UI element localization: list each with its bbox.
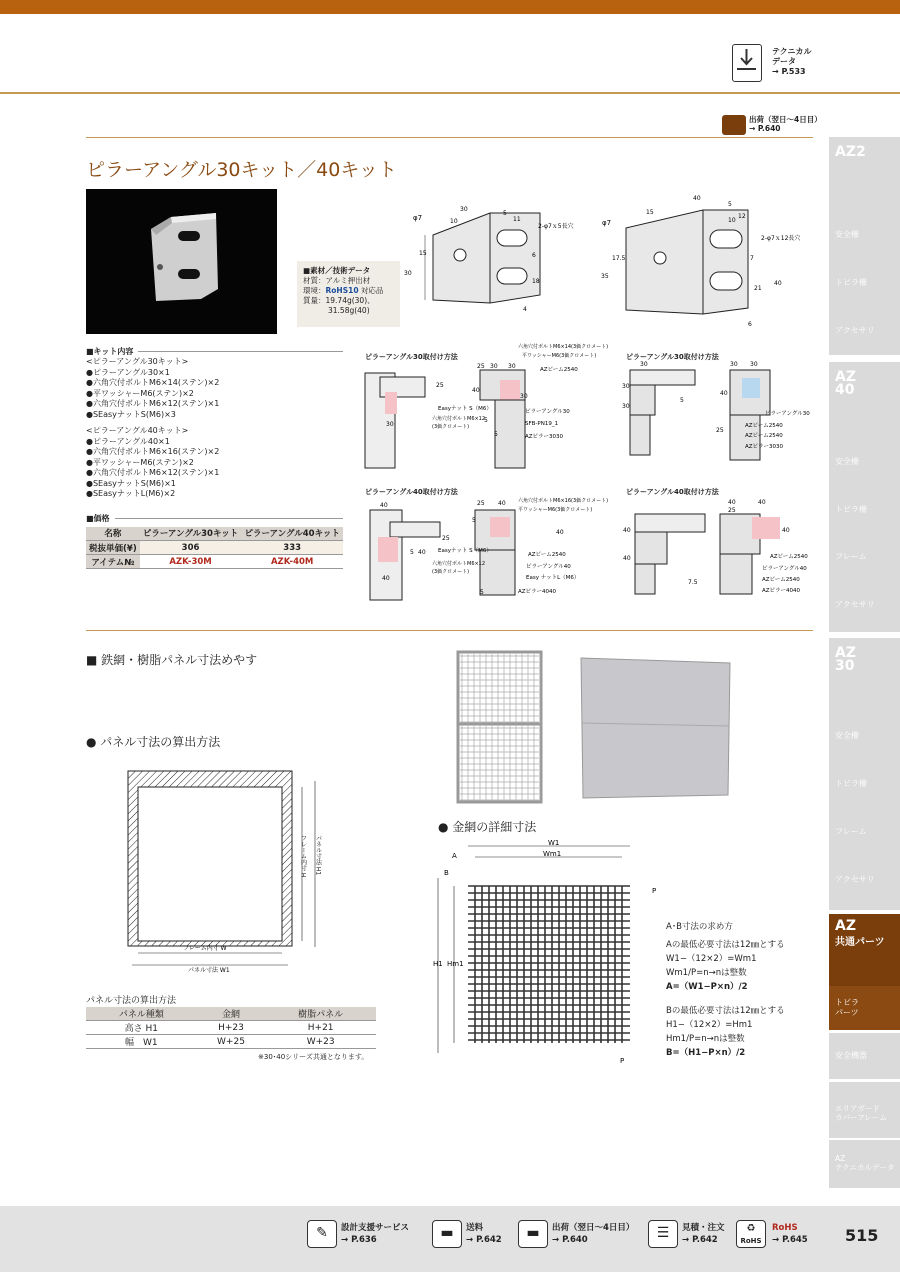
footer-link-quote[interactable]: [682, 1222, 725, 1246]
m30b-dim-7: 25: [716, 427, 724, 434]
m40-dim-6: 5: [480, 589, 484, 596]
footer-ref: → P.640: [552, 1235, 588, 1245]
sidebar-door-parts[interactable]: [829, 986, 900, 1030]
sidebar-item-door[interactable]: トビラ柵: [835, 278, 867, 287]
mount40b-title: ピラーアングル40取付け方法: [626, 488, 719, 496]
m40b-dim-3: 40: [623, 555, 631, 562]
m30-label-3: Easyナット S（M6）: [438, 406, 492, 412]
m30b-label-1: AZビーム2540: [745, 423, 783, 429]
m40-dim-8: 40: [418, 549, 426, 556]
resin-panel-image: [578, 655, 733, 808]
kit40: [86, 426, 343, 500]
mesh-wm1: Wm1: [543, 850, 562, 858]
m40b-dim-1: 25: [728, 507, 736, 514]
m30-dim-6: 25: [477, 363, 485, 370]
sidebar-common-parts[interactable]: [829, 914, 900, 986]
title-rule: [86, 137, 813, 138]
m40-label-1: 平ワッシャーM6(3価クロメート): [518, 507, 593, 513]
sidebar-item-door[interactable]: トビラ柵: [835, 505, 867, 514]
ship-label: 出荷（翌日〜4日目）: [749, 115, 822, 124]
sidebar-item-frame[interactable]: フレーム: [835, 827, 867, 836]
sidebar-item-accessory[interactable]: アクセサリ: [835, 326, 875, 335]
m40-dim-2: 25: [477, 500, 485, 507]
m30-label-6: (3価クロメート): [432, 424, 470, 430]
table-cell: W+25: [197, 1035, 266, 1049]
a-formula: A=（W1−P×n）/2: [666, 982, 748, 992]
list-item: ●六角穴付ボルトM6×14(ステン)×2: [86, 378, 220, 387]
panel-heading: ■ 鉄網・樹脂パネル寸法めやす: [86, 653, 258, 667]
m40-dim-4: 5: [410, 549, 414, 556]
footer-ref: → P.645: [772, 1235, 808, 1245]
env-suffix: 対応品: [358, 286, 384, 295]
list-item: ●SEasyナットL(M6)×2: [86, 489, 176, 498]
m40-label-8: Easy ナットL（M6）: [526, 575, 580, 581]
table-cell: 333: [241, 541, 343, 555]
drawing-40: [598, 190, 813, 335]
m30-dim-2: 30: [508, 363, 516, 370]
sidebar-az2-title: AZ2: [835, 144, 866, 160]
footer-label: 送料: [466, 1223, 484, 1233]
m40-dim-1: 40: [382, 575, 390, 582]
ship-ref: → P.640: [749, 124, 781, 133]
m30-label-1: 平ワッシャーM6(3価クロメート): [522, 353, 597, 359]
m30-dim-1: 30: [490, 363, 498, 370]
table-cell: 金網: [197, 1007, 266, 1021]
table-cell: 樹脂パネル: [265, 1007, 376, 1021]
kit-section: [86, 346, 343, 569]
table-cell: 税抜単価(¥): [86, 541, 140, 555]
sidebar-az30: [829, 638, 900, 910]
table-row: [86, 555, 343, 569]
d40-175: 17.5: [612, 255, 626, 262]
sidebar-item-accessory[interactable]: アクセサリ: [835, 875, 875, 884]
m30-label-2: AZビーム2540: [540, 367, 578, 373]
d30-5: 5: [503, 210, 507, 217]
mesh-b: B: [444, 869, 449, 877]
sidebar-door-b: パーツ: [835, 1008, 859, 1017]
d40-40v: 40: [774, 280, 782, 287]
m40b-label-2: AZビーム2540: [762, 577, 800, 583]
rohs-icon[interactable]: ♻ RoHS: [736, 1220, 766, 1248]
table-cell: 高さ H1: [86, 1021, 197, 1035]
b-line-1: H1−（12×2）=Hm1: [666, 1020, 753, 1030]
footer-ref: → P.636: [341, 1235, 377, 1245]
rohs-badge: RoHS10: [325, 286, 359, 295]
rohs-icon-label: RoHS: [740, 1237, 762, 1245]
m30b-dim-0: 30: [640, 361, 648, 368]
table-row: [86, 1021, 376, 1035]
list-item: ●平ワッシャーM6(ステン)×2: [86, 457, 194, 467]
sidebar-common-a: AZ: [835, 918, 856, 934]
m30b-label-0: ピラーアングル30: [765, 411, 810, 417]
sidebar-az40: [829, 362, 900, 632]
m40-label-2: Easyナット S（M6）: [438, 548, 492, 554]
m30-dim-0: 25: [436, 382, 444, 389]
list-item: ●ピラーアングル30×1: [86, 367, 170, 377]
footer-label: 設計支援サービス: [341, 1223, 410, 1233]
price-heading: [86, 513, 343, 524]
sidebar-az30-b: 30: [835, 658, 855, 674]
drawing-30: [405, 195, 595, 335]
section-rule: [86, 630, 813, 631]
d30-6: 6: [532, 252, 536, 259]
m30b-dim-5: 40: [720, 390, 728, 397]
table-cell: ピラーアングル40キット: [241, 527, 343, 541]
footer-ref: → P.642: [466, 1235, 502, 1245]
d30-slot: 2-φ7ｘ5長穴: [538, 223, 574, 230]
m40b-label-1: ピラーアングル40: [762, 566, 807, 572]
b-formula: B=（H1−P×n）/2: [666, 1048, 746, 1058]
sidebar-area-b: カバーフレーム: [835, 1113, 887, 1122]
table-row: [86, 1007, 376, 1021]
sidebar-area-guard[interactable]: [829, 1082, 900, 1138]
m30b-dim-2: 30: [622, 403, 630, 410]
sidebar-az2: [829, 137, 900, 355]
list-item: ●六角穴付ボルトM6×12(ステン)×1: [86, 468, 220, 477]
m30-dim-7: 30: [520, 393, 528, 400]
m30b-label-2: AZビーム2540: [745, 433, 783, 439]
price-heading-text: ■価格: [86, 513, 110, 523]
sidebar-tech-b: テクニカルデータ: [835, 1163, 895, 1172]
m40-label-6: (3価クロメート): [432, 569, 470, 575]
mesh-heading: ● 金網の詳細寸法: [438, 820, 537, 834]
d40-7: 7: [750, 255, 754, 262]
m40-label-9: AZピラー4040: [518, 589, 557, 595]
sidebar-az40-b: 40: [835, 382, 855, 398]
table-row: [86, 527, 343, 541]
mesh-hm1: Hm1: [447, 960, 464, 968]
mount40-title: ピラーアングル40取付け方法: [365, 488, 458, 496]
m40b-label-0: AZビーム2540: [770, 554, 808, 560]
d30-11: 11: [513, 216, 521, 223]
mount30b-diagram: [620, 360, 820, 470]
materials-material: 材質：アルミ押出材: [303, 276, 371, 285]
table-cell: アイテム№: [86, 555, 140, 569]
d30-30: 30: [460, 206, 468, 213]
ab-calc: [666, 920, 785, 1060]
m30-dim-8: 5: [494, 431, 498, 438]
frame-w-label: フレーム内寸 W: [183, 945, 227, 952]
d30-18: 18: [532, 278, 540, 285]
sidebar-tech-a: AZ: [835, 1154, 846, 1163]
d30-10: 10: [450, 218, 458, 225]
m40-dim-0: 40: [380, 502, 388, 509]
sidebar-az40-a: AZ: [835, 369, 856, 385]
table-cell: AZK-30M: [140, 555, 242, 569]
m30b-dim-4: 30: [730, 361, 738, 368]
m40b-dim-6: 40: [758, 499, 766, 506]
sidebar-az-tech[interactable]: [829, 1140, 900, 1188]
panel-w-label: パネル寸法 W1: [188, 967, 230, 974]
d40-12: 12: [738, 213, 746, 220]
d40-40: 40: [693, 195, 701, 202]
table-cell: H+23: [197, 1021, 266, 1035]
m40b-dim-0: 40: [728, 499, 736, 506]
d30-15: 15: [419, 250, 427, 257]
materials-heading: ■素材／技術データ: [303, 266, 371, 275]
table-cell: H+21: [265, 1021, 376, 1035]
d40-6: 6: [748, 321, 752, 328]
top-bar: [0, 0, 900, 14]
table-cell: パネル種類: [86, 1007, 197, 1021]
sidebar-item-frame[interactable]: フレーム: [835, 552, 867, 561]
d40-35: 35: [601, 273, 609, 280]
kit-heading: [86, 346, 343, 357]
m40b-dim-5: 7.5: [688, 579, 698, 586]
mount30-diagram: [360, 340, 620, 475]
m30-dim-5: 5: [484, 417, 488, 424]
d40-phi: φ7: [602, 219, 612, 227]
header-rule: [0, 92, 900, 94]
m40-dim-7: 40: [556, 529, 564, 536]
mount30b-title: ピラーアングル30取付け方法: [626, 353, 719, 361]
mount40b-diagram: [620, 492, 820, 602]
m30-dim-4: 30: [386, 421, 394, 428]
b-line-0: Bの最低必要寸法は12㎜とする: [666, 1006, 785, 1016]
table-note: ※30･40シリーズ共通となります。: [258, 1053, 369, 1061]
sidebar-az30-a: AZ: [835, 645, 856, 661]
footer-link-delivery[interactable]: [552, 1222, 634, 1246]
m30-label-4: ピラーアングル30: [525, 409, 570, 415]
kit30-title: <ピラーアングル30キット>: [86, 357, 189, 366]
kit40-title: <ピラーアングル40キット>: [86, 426, 189, 435]
materials-mass2: 31.58g(40): [328, 306, 370, 315]
sidebar-item-safety[interactable]: 安全柵: [835, 457, 859, 466]
mount30-title: ピラーアングル30取付け方法: [365, 353, 458, 361]
m30-label-7: SFB-PN19_1: [525, 421, 559, 427]
table-cell: 幅 W1: [86, 1035, 197, 1049]
sidebar-door-a: トビラ: [835, 998, 859, 1007]
quote-order-icon[interactable]: ☰: [648, 1220, 678, 1248]
footer-label: RoHS: [772, 1223, 798, 1233]
tech-link[interactable]: [772, 47, 812, 77]
materials-box: [297, 261, 400, 327]
list-item: ●六角穴付ボルトM6×12(ステン)×1: [86, 399, 220, 408]
a-line-1: W1−（12×2）=Wm1: [666, 954, 757, 964]
d40-5: 5: [728, 201, 732, 208]
m40-label-4: ピラーアングル40: [526, 564, 571, 570]
tech-label-2: データ: [772, 57, 796, 66]
footer-label: 見積・注文: [682, 1223, 725, 1233]
footer-link-shipping[interactable]: [466, 1222, 502, 1246]
tech-ref: → P.533: [772, 67, 806, 76]
m30b-dim-3: 5: [680, 397, 684, 404]
b-line-2: Hm1/P=n→nは整数: [666, 1034, 745, 1044]
mesh-p-bottom: P: [620, 1057, 625, 1065]
price-table: [86, 527, 343, 570]
sidebar-item-safety[interactable]: 安全柵: [835, 731, 859, 740]
a-line-2: Wm1/P=n→nは整数: [666, 968, 747, 978]
mesh-h1: H1: [433, 960, 443, 968]
d30-phi: φ7: [413, 214, 423, 222]
mount40-diagram: [360, 492, 620, 602]
m30-label-8: AZピラー3030: [525, 434, 564, 440]
m30-label-0: 六角穴付ボルトM6×14(3価クロメート): [518, 344, 609, 350]
sidebar-safety-label: 安全機器: [835, 1051, 867, 1060]
m40b-label-3: AZピラー4040: [762, 588, 801, 594]
product-photo: [86, 189, 277, 334]
d40-10: 10: [728, 217, 736, 224]
sidebar-item-safety[interactable]: 安全柵: [835, 230, 859, 239]
table-row: [86, 541, 343, 555]
technical-data-icon[interactable]: [732, 44, 762, 82]
panel-h-label: パネル寸法 H1: [314, 835, 322, 876]
panel-method: ● パネル寸法の算出方法: [86, 735, 221, 749]
kit-heading-text: ■キット内容: [86, 347, 134, 356]
table-row: [86, 1035, 376, 1049]
footer-link-rohs[interactable]: [772, 1222, 808, 1246]
mesh-detail-diagram: [430, 838, 660, 1070]
panel-frame-diagram: [120, 765, 335, 980]
tech-label-1: テクニカル: [772, 47, 812, 56]
list-item: ●平ワッシャーM6(ステン)×2: [86, 388, 194, 398]
sidebar-common-b: 共通パーツ: [835, 937, 885, 948]
sidebar-item-accessory[interactable]: アクセサリ: [835, 600, 875, 609]
m40b-dim-4: 40: [782, 527, 790, 534]
mesh-panel-image: [452, 648, 547, 808]
env-prefix: 環境：: [303, 286, 326, 295]
m30b-label-3: AZピラー3030: [745, 444, 784, 450]
sidebar-area-a: エリアガード: [835, 1104, 880, 1113]
table-cell: W+23: [265, 1035, 376, 1049]
page-title: ピラーアングル30キット／40キット: [86, 159, 397, 181]
calc-table: [86, 1007, 376, 1049]
a-line-0: Aの最低必要寸法は12㎜とする: [666, 940, 785, 950]
table-cell: AZK-40M: [241, 555, 343, 569]
m30-dim-3: 40: [472, 387, 480, 394]
d40-21: 21: [754, 285, 762, 292]
list-item: ●SEasyナットS(M6)×1: [86, 478, 176, 488]
ab-title: A･B寸法の求め方: [666, 922, 733, 932]
m40-label-0: 六角穴付ボルトM6×16(3価クロメート): [518, 498, 609, 504]
table-cell: 306: [140, 541, 242, 555]
sidebar-safety-equipment[interactable]: [829, 1033, 900, 1079]
list-item: ●SEasyナットS(M6)×3: [86, 409, 176, 419]
materials-env: [303, 286, 394, 296]
mesh-w1: W1: [548, 839, 560, 847]
footer-link-design[interactable]: [341, 1222, 409, 1246]
m30-label-5: 六角穴付ボルトM6×12: [432, 416, 486, 422]
d30-4: 4: [523, 306, 527, 313]
m30b-dim-1: 30: [622, 383, 630, 390]
m40-dim-5: 25: [442, 535, 450, 542]
m40-label-5: 六角穴付ボルトM6×12: [432, 561, 486, 567]
m40-label-3: AZビーム2540: [528, 552, 566, 558]
table-cell: 名称: [86, 527, 140, 541]
truck-icon: [722, 115, 746, 135]
delivery-icon[interactable]: ▬: [518, 1220, 548, 1248]
list-item: ●ピラーアングル40×1: [86, 436, 170, 446]
design-support-icon[interactable]: ✎: [307, 1220, 337, 1248]
d40-15: 15: [646, 209, 654, 216]
mesh-a: A: [452, 852, 457, 860]
m30b-dim-6: 30: [750, 361, 758, 368]
mesh-p-side: P: [652, 887, 657, 895]
frame-h-label: フレーム内寸 H: [299, 835, 307, 878]
calc-table-title: パネル寸法の算出方法: [86, 996, 177, 1006]
materials-mass1: 質量：19.74g(30)、: [303, 296, 375, 305]
m40b-dim-2: 40: [623, 527, 631, 534]
kit30: [86, 357, 343, 420]
sidebar-item-door[interactable]: トビラ柵: [835, 779, 867, 788]
m40-dim-3: 40: [498, 500, 506, 507]
m40-dim-9: 5: [472, 517, 476, 524]
footer-ref: → P.642: [682, 1235, 718, 1245]
shipping-truck-icon[interactable]: ▬: [432, 1220, 462, 1248]
ship-info[interactable]: [749, 115, 822, 133]
d40-slot: 2-φ7ｘ12長穴: [761, 235, 801, 242]
table-cell: ピラーアングル30キット: [140, 527, 242, 541]
d30-30v: 30: [404, 270, 412, 277]
list-item: ●六角穴付ボルトM6×16(ステン)×2: [86, 447, 220, 456]
footer-label: 出荷（翌日〜4日目）: [552, 1223, 635, 1233]
page-number: 515: [845, 1226, 879, 1245]
